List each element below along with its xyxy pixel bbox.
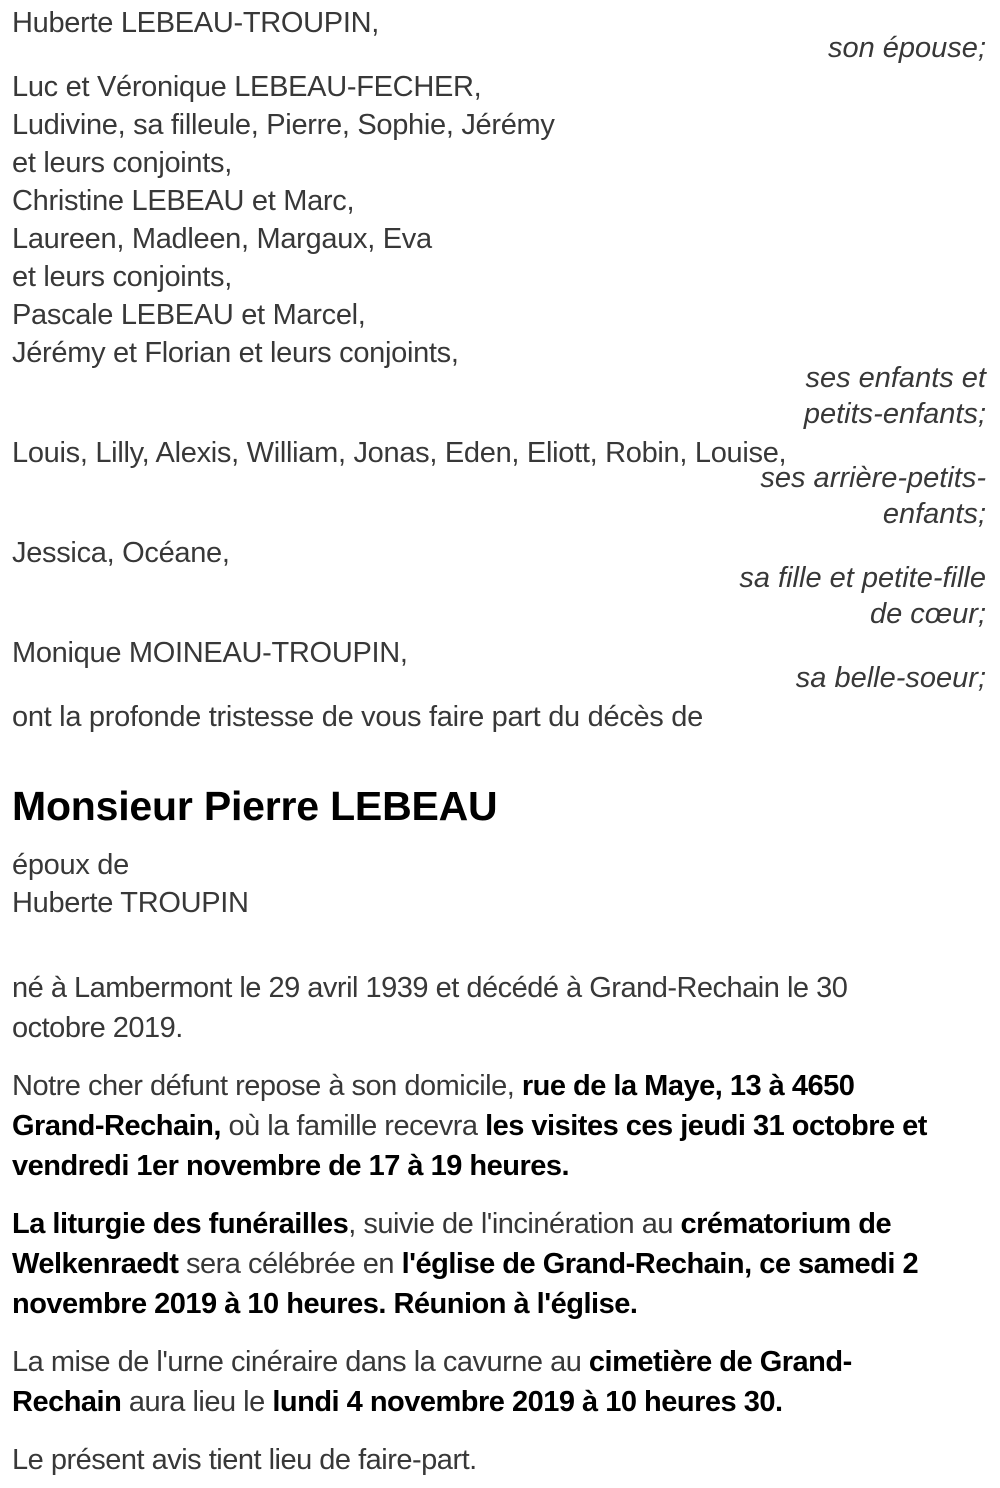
detail-line xyxy=(12,1106,986,1146)
role-line: ses arrière-petits- xyxy=(760,462,986,494)
bold-text-run: lundi 4 novembre 2019 à 10 heures 30. xyxy=(272,1386,783,1418)
names-group xyxy=(12,68,986,372)
detail-line xyxy=(12,1204,986,1244)
detail-line xyxy=(12,1244,986,1284)
name-line: Jessica, Océane, xyxy=(12,537,230,569)
text-run: né à Lambermont le 29 avril 1939 et décédé à Grand-Rechain le 30 xyxy=(12,972,848,1004)
detail-paragraph xyxy=(12,1440,986,1480)
name-line: Huberte LEBEAU-TROUPIN, xyxy=(12,7,379,39)
text-run: où la famille recevra xyxy=(220,1110,486,1142)
name-line: Louis, Lilly, Alexis, William, Jonas, Eden, Eliott, Robin, Louise, xyxy=(12,437,787,469)
name-line: Jérémy et Florian et leurs conjoints, xyxy=(12,337,459,369)
deceased-relation xyxy=(12,846,986,922)
role-line: enfants; xyxy=(882,498,986,530)
text-run: sera célébrée en xyxy=(178,1248,402,1280)
bold-text-run: Rechain xyxy=(12,1386,122,1418)
bold-text-run: Grand-Rechain, xyxy=(12,1110,221,1142)
detail-paragraph xyxy=(12,968,986,1048)
detail-line xyxy=(12,1342,986,1382)
role-line: de cœur; xyxy=(869,598,986,630)
details-section xyxy=(12,968,986,1480)
text-run: , suivie de l'incinération au xyxy=(348,1208,681,1240)
name-line: Laureen, Madleen, Margaux, Eva xyxy=(12,223,432,255)
name-line: et leurs conjoints, xyxy=(12,147,232,179)
bold-text-run: rue de la Maye, 13 à 4650 xyxy=(521,1070,855,1102)
detail-line xyxy=(12,1440,986,1480)
bold-text-run: crématorium de xyxy=(680,1208,892,1240)
detail-line xyxy=(12,968,986,1008)
detail-paragraph xyxy=(12,1342,986,1422)
detail-paragraph xyxy=(12,1066,986,1186)
role-line: sa belle-soeur; xyxy=(795,662,986,694)
bold-text-run: Welkenraedt xyxy=(12,1248,179,1280)
name-line: Christine LEBEAU et Marc, xyxy=(12,185,355,217)
bold-text-run: cimetière de Grand- xyxy=(588,1346,852,1378)
name-line: Pascale LEBEAU et Marcel, xyxy=(12,299,366,331)
role-line: son épouse; xyxy=(827,32,986,64)
text-run: Notre cher défunt repose à son domicile, xyxy=(12,1070,522,1102)
deceased-name: Monsieur Pierre LEBEAU xyxy=(12,783,498,829)
bold-text-run: les visites ces jeudi 31 octobre et xyxy=(485,1110,927,1142)
text-run: Le présent avis tient lieu de faire-part. xyxy=(12,1444,477,1476)
detail-line xyxy=(12,1066,986,1106)
relation-line: Huberte TROUPIN xyxy=(12,887,249,919)
text-run: aura lieu le xyxy=(121,1386,273,1418)
name-line: Ludivine, sa filleule, Pierre, Sophie, Jérémy xyxy=(12,109,555,141)
name-line: Luc et Véronique LEBEAU-FECHER, xyxy=(12,71,482,103)
detail-line xyxy=(12,1146,986,1186)
role-line: ses enfants et xyxy=(805,362,986,394)
bold-text-run: La liturgie des funérailles xyxy=(12,1208,349,1240)
relation-line: époux de xyxy=(12,849,129,881)
detail-paragraph xyxy=(12,1204,986,1324)
name-line: Monique MOINEAU-TROUPIN, xyxy=(12,637,408,669)
bold-text-run: novembre 2019 à 10 heures. Réunion à l'église. xyxy=(12,1288,638,1320)
announcement-text: ont la profonde tristesse de vous faire part du décès de xyxy=(12,701,703,733)
detail-line xyxy=(12,1284,986,1324)
text-run: octobre 2019. xyxy=(12,1012,183,1044)
name-line: et leurs conjoints, xyxy=(12,261,232,293)
bold-text-run: vendredi 1er novembre de 17 à 19 heures. xyxy=(12,1150,570,1182)
detail-line xyxy=(12,1382,986,1422)
detail-line xyxy=(12,1008,986,1048)
text-run: La mise de l'urne cinéraire dans la cavurne au xyxy=(12,1346,589,1378)
mourners-section xyxy=(12,4,986,696)
role-line: sa fille et petite-fille xyxy=(739,562,986,594)
role-line: petits-enfants; xyxy=(803,398,986,430)
bold-text-run: l'église de Grand-Rechain, ce samedi 2 xyxy=(401,1248,919,1280)
